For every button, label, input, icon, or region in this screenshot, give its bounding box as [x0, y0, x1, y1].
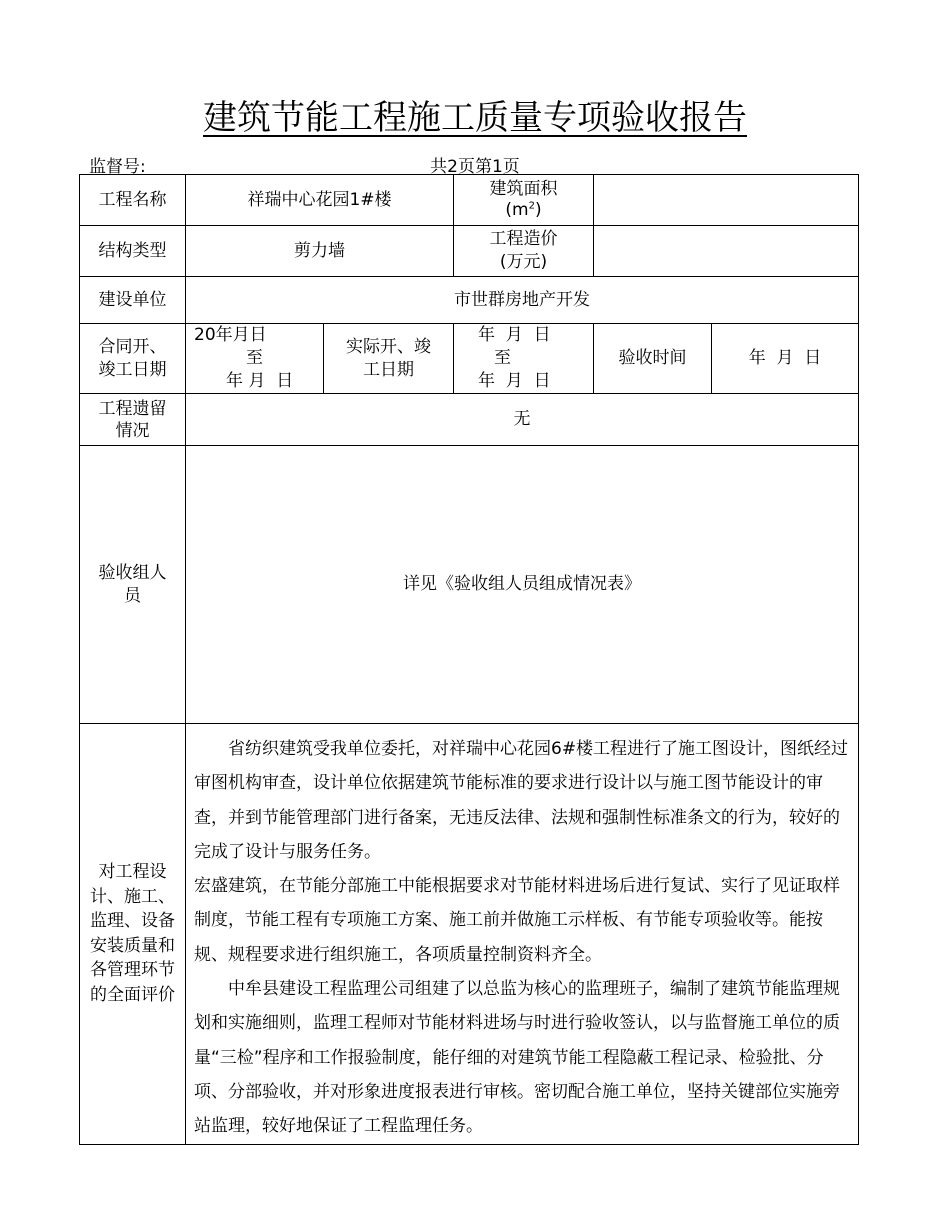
eval-design-paragraph: 省纺织建筑受我单位委托，对祥瑞中心花园6#楼工程进行了施工图设计，图纸经过审图机构审查，设计单位依据建筑节能标准的要求进行设计以与施工图节能设计的审查，并到节能管理部门进行备案，无违反法律、法规和强制性标准条文的行为，较好的完成了设计与服务任务。: [194, 739, 849, 862]
structure-value: 剪力墙: [186, 226, 454, 277]
row-evaluation: [80, 724, 859, 1145]
eval-construction-paragraph: 宏盛建筑，在节能分部施工中能根据要求对节能材料进场后进行复试、实行了见证取样制度，节能工程有专项施工方案、施工前并做施工示样板、有节能专项验收等。能按规、规程要求进行组织施工，各项质量控制资料齐全。: [194, 876, 840, 965]
project-name-value: 祥瑞中心花园1#楼: [186, 175, 454, 226]
cost-value: [594, 226, 859, 277]
cost-unit: (万元): [499, 252, 548, 272]
row-builder: [80, 277, 859, 324]
contract-to: 至: [246, 348, 263, 368]
contract-date-value: [186, 324, 324, 394]
area-value: [594, 175, 859, 226]
contract-start: 20年月日: [194, 325, 267, 345]
legacy-label: 工程遗留 情况: [80, 394, 186, 446]
report-title: 建筑节能工程施工质量专项验收报告: [203, 98, 747, 138]
actual-start: 年 月 日: [478, 325, 551, 345]
row-dates: [80, 324, 859, 394]
actual-date-label: 实际开、竣 工日期: [324, 324, 454, 394]
contract-date-label: 合同开、 竣工日期: [80, 324, 186, 394]
area-unit: $(m^2)$: [505, 200, 542, 220]
eval-content: [186, 724, 859, 1145]
supervision-number-label: 监督号:: [89, 157, 146, 177]
contract-end: 年 月 日: [226, 371, 294, 391]
actual-to: 至: [494, 348, 511, 368]
row-structure: [80, 226, 859, 277]
legacy-value: 无: [186, 394, 859, 446]
eval-label: 对工程设计、施工、监理、设备安装质量和各管理环节的全面评价: [80, 724, 186, 1145]
cost-label: 工程造价: [489, 229, 558, 249]
area-label-cell: [454, 175, 594, 226]
group-label: 验收组人 员: [80, 446, 186, 724]
row-acceptance-group: [80, 446, 859, 724]
cost-label-cell: [454, 226, 594, 277]
builder-value: 市世群房地产开发: [186, 277, 859, 324]
eval-supervision-paragraph: 中牟县建设工程监理公司组建了以总监为核心的监理班子，编制了建筑节能监理规划和实施细则，监理工程师对节能材料进场与时进行验收签认，以与监督施工单位的质量“三检”程序和工作报验制度，能仔细的对建筑节能工程隐蔽工程记录、检验批、分项、分部验收，并对形象进度报表进行审核。密切配合施工单位，坚持关键部位实施旁站监理，较好地保证了工程监理任务。: [194, 979, 840, 1137]
row-legacy: [80, 394, 859, 446]
structure-label: 结构类型: [80, 226, 186, 277]
builder-label: 建设单位: [80, 277, 186, 324]
acceptance-form-table: [79, 174, 859, 1145]
row-project-name: [80, 175, 859, 226]
accept-time-value: 年 月 日: [712, 324, 859, 394]
project-name-label: 工程名称: [80, 175, 186, 226]
accept-time-label: 验收时间: [594, 324, 712, 394]
actual-end: 年 月 日: [478, 371, 551, 391]
page-info: 共2页第1页: [430, 157, 520, 177]
area-label: 建筑面积: [489, 179, 558, 199]
group-value: 详见《验收组人员组成情况表》: [186, 446, 859, 724]
actual-date-value: [454, 324, 594, 394]
